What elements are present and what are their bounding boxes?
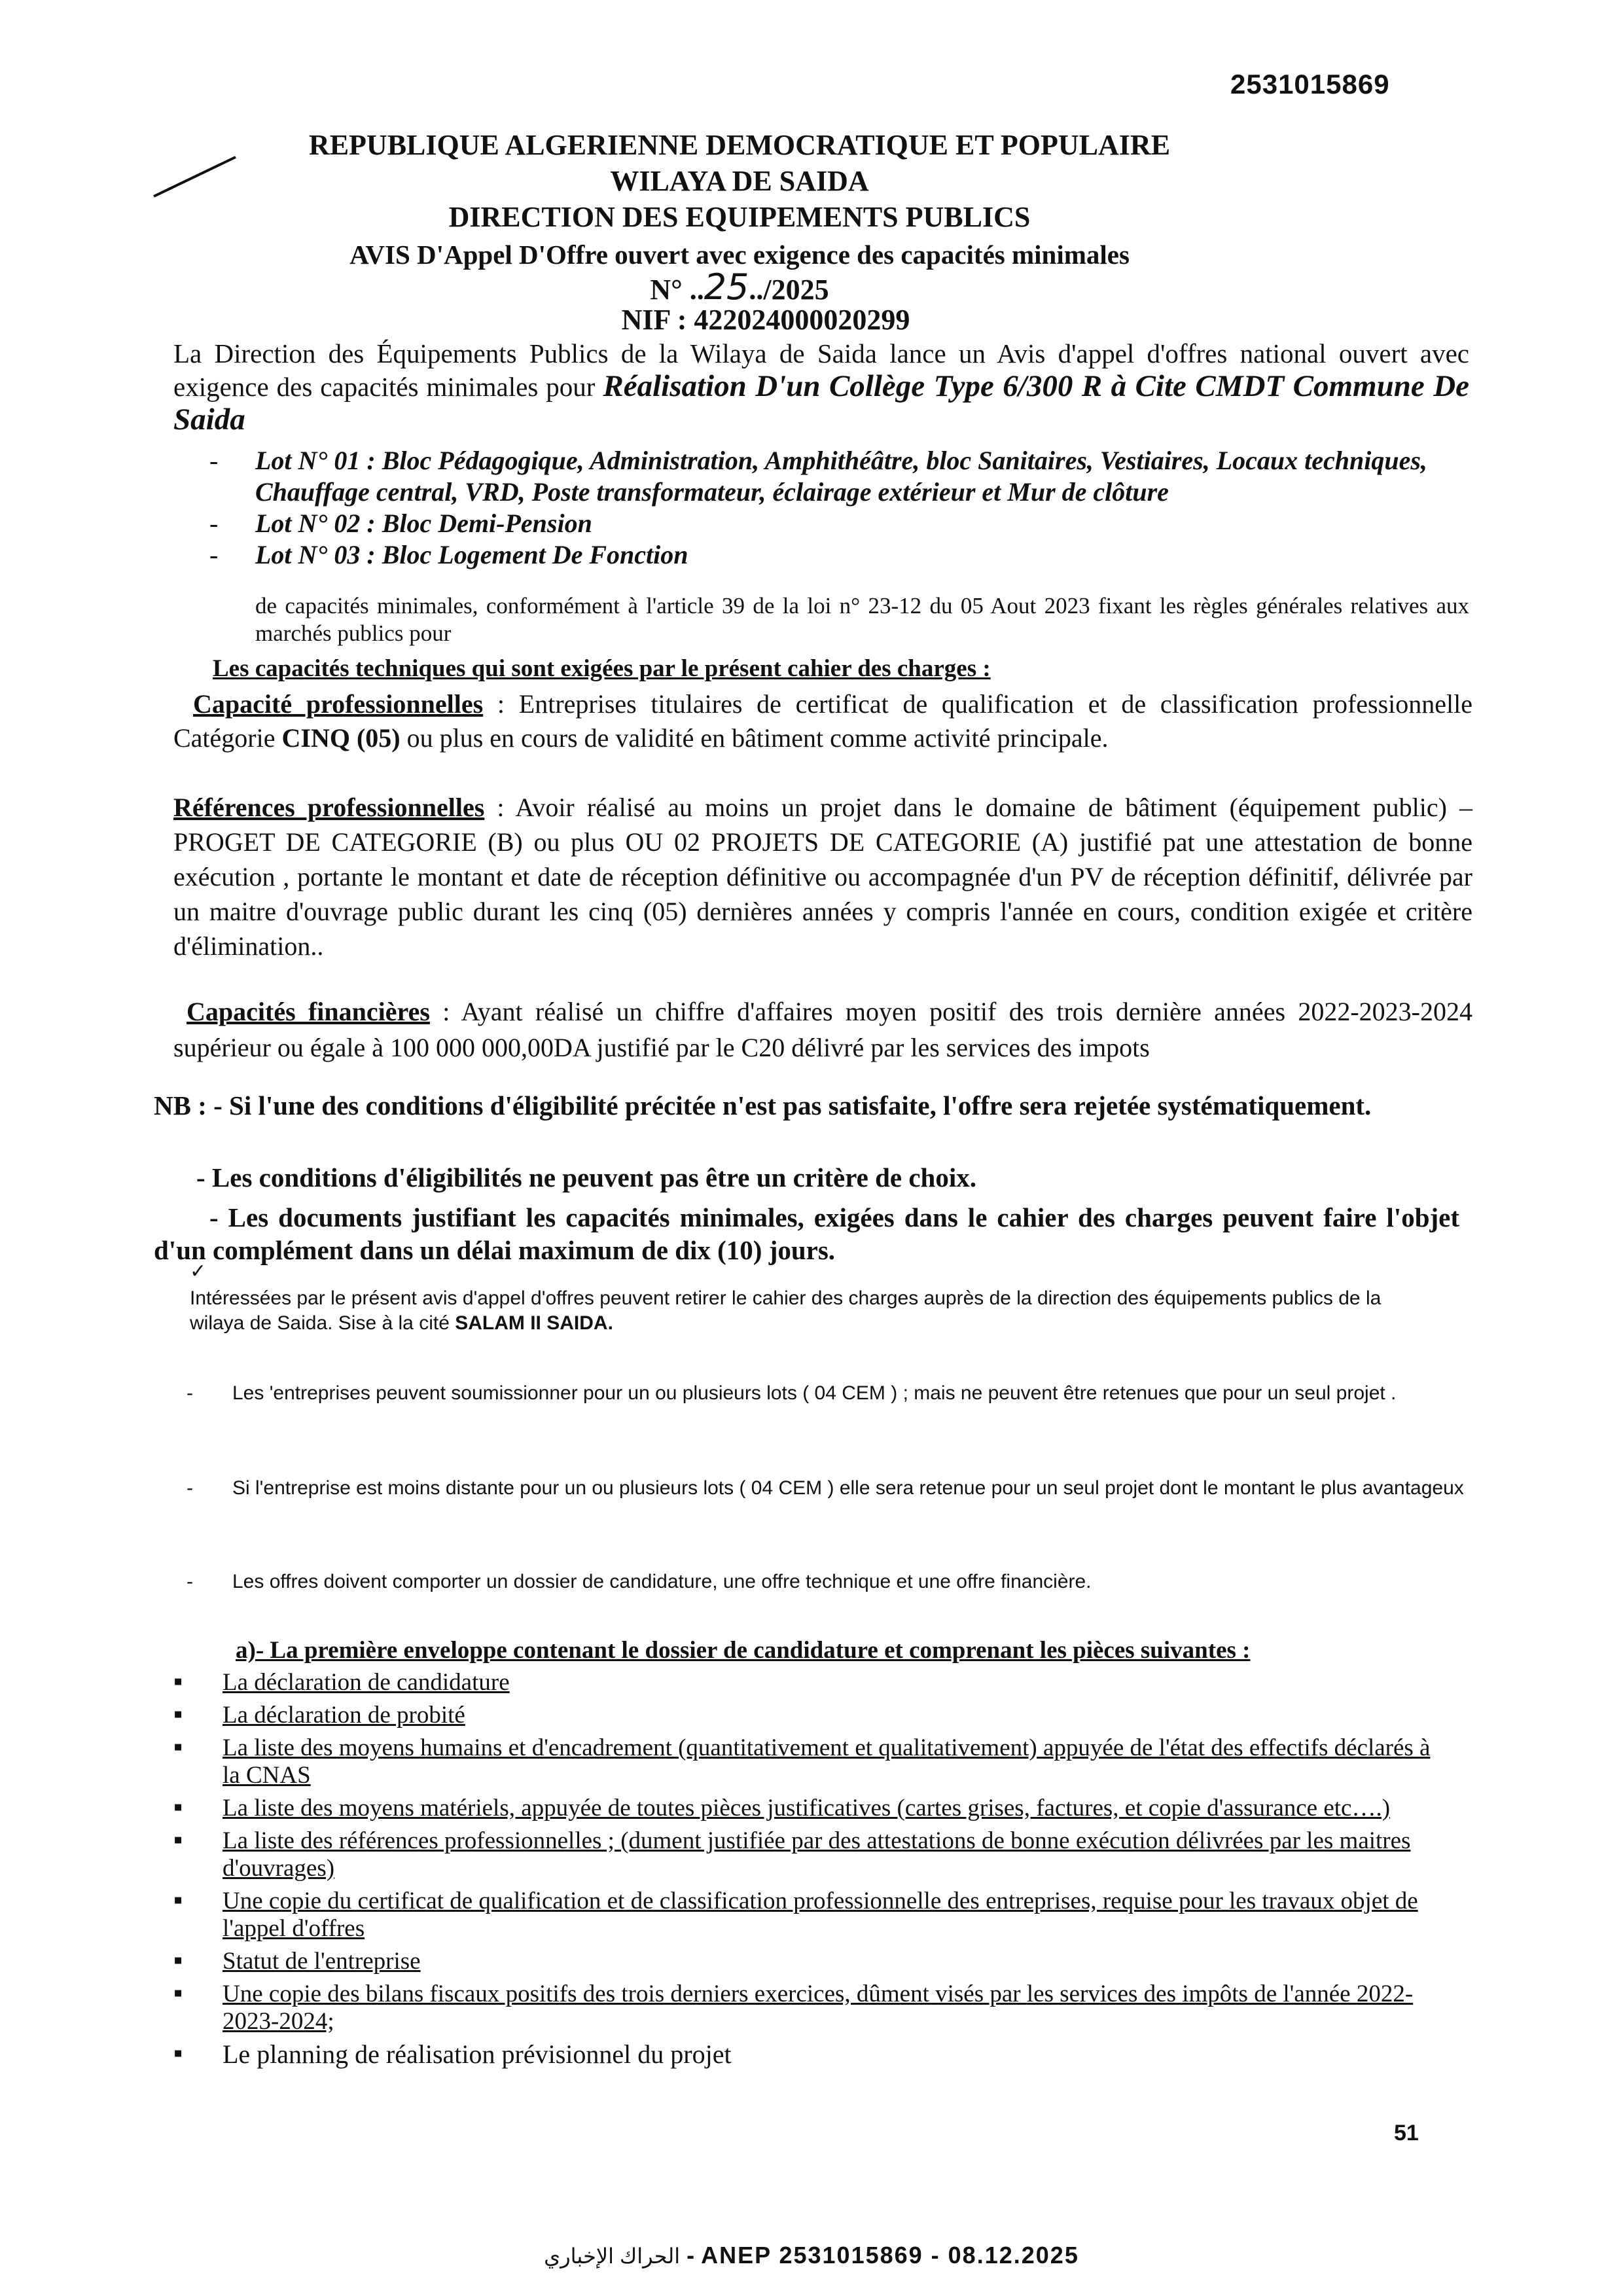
lot-text: Lot N° 02 : Bloc Demi-Pension [255,509,592,538]
reference-number: 2531015869 [1230,69,1390,99]
avis-number-suffix: ../2025 [749,274,829,306]
footer-publication-name: الحراك الإخباري [544,2244,681,2268]
condition-dash: - [187,1477,193,1499]
nif-number: NIF : 422024000020299 [621,304,910,336]
envelope-item: ▪ Une copie du certificat de qualification et de classification professionnelle des entreprises, requise pour les travaux objet de l'appel d'offres [173,1888,1436,1943]
lot-item [209,508,1469,539]
references-text: : Avoir réalisé au moins un projet dans le domaine de bâtiment (équipement public) – PROGET DE CATEGORIE (B) ou plus OU 02 PROJETS DE CATEGORIE (A) justifié pat une attestation de bonne exécution , portante le montant et date de réception définitive ou accompagnée d'un PV de réception définitif, délivrée par un maitre d'ouvrage public durant les cinq (05) dernières années y compris l'année en cours, condition exigée et critère d'élimination.. [173,793,1472,961]
envelope-item: ▪ La liste des moyens matériels, appuyée de toutes pièces justificatives (cartes grises, factures, et copie d'assurance etc….) [173,1795,1436,1822]
check-mark-icon: ✓ [190,1261,207,1282]
avis-title: AVIS D'Appel D'Offre ouvert avec exigence des capacités minimales [349,240,1130,270]
professional-category: CINQ (05) [281,723,401,753]
withdrawal-address: SALAM II SAIDA. [455,1312,613,1334]
condition-text: Les offres doivent comporter un dossier de candidature, une offre technique et une offre financière. [232,1571,1092,1592]
condition-text: Les 'entreprises peuvent soumissionner pour un ou plusieurs lots ( 04 CEM ) ; mais ne peuvent être retenues que pour un seul projet . [232,1382,1397,1404]
lot-dash: - [209,540,219,569]
lot-item [209,445,1469,508]
legal-reference: de capacités minimales, conformément à l'article 39 de la loi n° 23-12 du 05 Aout 2023 fixant les règles générales relatives aux marchés publics pour [255,593,1469,646]
envelope-item: ▪ La déclaration de probité [173,1702,1436,1729]
professional-post: ou plus en cours de validité en bâtiment comme activité principale. [400,723,1109,753]
condition-item [187,1381,1489,1406]
condition-dash: - [187,1382,193,1404]
withdrawal-paragraph [190,1286,1420,1336]
lot-item [209,539,1469,571]
envelope-item: ▪ Statut de l'entreprise [173,1948,1436,1975]
condition-text: Si l'entreprise est moins distante pour un ou plusieurs lots ( 04 CEM ) elle sera retenue pour un seul projet dont le montant le plus avantageux [232,1477,1464,1499]
professional-capacity [173,687,1472,755]
nb-note-3: - Les documents justifiant les capacités minimales, exigées dans le cahier des charges peuvent faire l'objet d'un complément dans un délai maximum de dix (10) jours. [154,1202,1459,1265]
envelope-item: ▪ La déclaration de candidature [173,1669,1436,1696]
lot-dash: - [209,509,219,538]
avis-number-handwritten: 25 [704,266,749,308]
condition-dash: - [187,1571,193,1592]
professional-references [173,790,1472,963]
footer-text: - ANEP 2531015869 - 08.12.2025 [680,2242,1079,2269]
lot-text: Lot N° 01 : Bloc Pédagogique, Administration, Amphithéâtre, bloc Sanitaires, Vestiaires, Locaux techniques, Chauffage central, VRD, Poste transformateur, éclairage extérieur et Mur de clôture [255,446,1427,507]
avis-number-prefix: N° .. [650,274,704,306]
direction-title: DIRECTION DES EQUIPEMENTS PUBLICS [448,201,1031,233]
financial-label: Capacités financières [187,997,430,1026]
lots-list [209,445,1469,571]
capacities-heading: Les capacités techniques qui sont exigées par le présent cahier des charges : [213,655,991,682]
withdrawal-text: Intéressées par le présent avis d'appel d'offres peuvent retirer le cahier des charges auprès de la direction des équipements publics de la wilaya de Saida. Sise à la cité [190,1287,1382,1334]
republic-title: REPUBLIQUE ALGERIENNE DEMOCRATIQUE ET POPULAIRE [308,129,1171,161]
intro-text: La Direction des Équipements Publics de la Wilaya de Saida lance un Avis d'appel d'offres national ouvert avec exigence des capacités minimales pour [173,338,1469,402]
envelope-item: ▪ Le planning de réalisation prévisionnel du projet [173,2041,1436,2068]
condition-item [187,1570,1489,1594]
references-label: Références professionnelles [173,793,485,822]
nb-note-1: NB : - Si l'une des conditions d'éligibilité précitée n'est pas satisfaite, l'offre sera rejetée systématiquement. [154,1090,1372,1121]
wilaya-title: WILAYA DE SAIDA [610,165,869,197]
envelope-heading: a)- La première enveloppe contenant le dossier de candidature et comprenant les pièces suivantes : [236,1637,1251,1664]
professional-pre: : Entreprises titulaires de certificat de qualification et de classification professionnelle Catégorie [173,689,1473,753]
page-number: 51 [1394,2121,1419,2145]
financial-text: : Ayant réalisé un chiffre d'affaires moyen positif des trois dernière années 2022-2023-2024 supérieur ou égale à 100 000 000,00DA justifié par le C20 délivré par les services des impots [173,997,1472,1062]
lot-dash: - [209,446,219,475]
nb-note-2: - Les conditions d'éligibilités ne peuvent pas être un critère de choix. [196,1162,977,1193]
project-title: Réalisation D'un Collège Type 6/300 R à Cite CMDT Commune De Saida [173,369,1470,437]
footer [0,2242,1623,2269]
professional-label: Capacité professionnelles [193,689,484,719]
financial-capacity [173,994,1472,1066]
envelope-item: ▪ La liste des références professionnelles ; (dument justifiée par des attestations de bonne exécution délivrées par les maitres d'ouvrages) [173,1827,1436,1882]
envelope-item: ▪ La liste des moyens humains et d'encadrement (quantitativement et qualitativement) appuyée de l'état des effectifs déclarés à la CNAS [173,1734,1436,1789]
lot-text: Lot N° 03 : Bloc Logement De Fonction [255,540,688,569]
condition-item [187,1476,1489,1501]
envelope-item: ▪ Une copie des bilans fiscaux positifs des trois derniers exercices, dûment visés par les services des impôts de l'année 2022-2023-2024; [173,1981,1436,2036]
intro-paragraph [173,337,1469,437]
envelope-items [173,1669,1436,2068]
